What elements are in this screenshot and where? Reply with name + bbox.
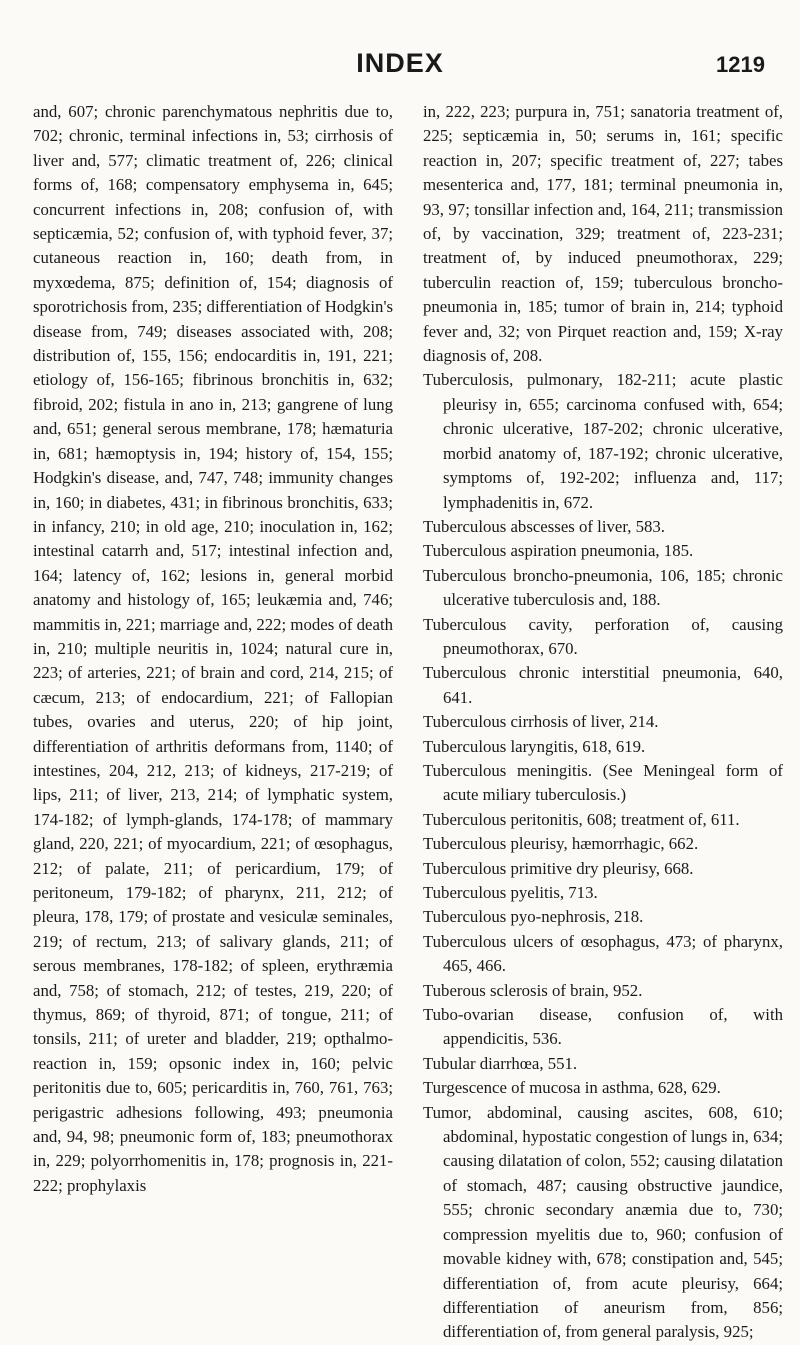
index-entry: Tumor, abdominal, causing ascites, 608, 610; abdominal, hypostatic congestion of lungs in, 634; causing dilatation of colon, 552; causing dilatation of stomach, 487; causing obstructive jaundice, 555; chronic secondary anæmia due to, 730; compression myelitis due to, 960; confusion of movable kidney with, 678; constipation and, 545; differentiation of, from acute pleurisy, 664; differentiation of aneurism from, 856; differentiation of, from general paralysis, 925; [423,1102,783,1342]
index-entry: Tuberculosis, pulmonary, 182-211; acute plastic pleurisy in, 655; carcinoma confused with, 654; chronic ulcerative, 187-202; chronic ulcerative, morbid anatomy of, 187-192; chronic ulcerative, symptoms of, 192-202; influenza and, 117; lymphadenitis in, 672. [423,370,783,512]
index-entry: Tuberculous pleurisy, hæmorrhagic, 662. [423,834,699,854]
index-entry: Tuberculous aspiration pneumonia, 185. [423,541,694,561]
page-number: 1219 [716,52,765,77]
index-entry: Tuberculous chronic interstitial pneumonia, 640, 641. [423,663,783,707]
index-entry: Tuberculous abscesses of liver, 583. [423,516,666,536]
index-entry: Tuberculous cavity, perforation of, causing pneumothorax, 670. [423,614,783,658]
index-entry: Tuberculous cirrhosis of liver, 214. [423,712,659,732]
index-entry: Tubo-ovarian disease, confusion of, with appendicitis, 536. [423,1005,783,1049]
index-entry: Tuberculous ulcers of œsophagus, 473; of pharynx, 465, 466. [423,931,783,976]
index-entry: Tuberculous broncho-pneumonia, 106, 185; chronic ulcerative tuberculosis and, 188. [423,565,783,610]
right-column [423,100,783,1345]
index-entry: Tuberculous pyo-nephrosis, 218. [423,907,644,927]
left-column [33,100,393,1345]
index-entry: Turgescence of mucosa in asthma, 628, 629. [423,1078,721,1098]
index-entry: in, 222, 223; purpura in, 751; sanatoria treatment of, 225; septicæmia in, 50; serums in, 161; specific reaction in, 207; specific treatment of, 227; tabes mesenterica and, 177, 181; terminal pneumonia in, 93, 97; tonsillar infection and, 164, 211; transmission of, by vaccination, 329; treatment of, 223-231; treatment of, by induced pneumothorax, 229; tuberculin reaction of, 159; tuberculous broncho-pneumonia in, 185; tumor of brain in, 214; typhoid fever and, 32; von Pirquet reaction and, 159; X-ray diagnosis of, 208. [423,102,783,366]
index-entry: Tuberculous pyelitis, 713. [423,883,598,902]
index-entry: Tuberculous laryngitis, 618, 619. [423,736,646,756]
index-entry: Tuberous sclerosis of brain, 952. [423,980,643,1000]
index-entry: Tuberculous meningitis. (See Meningeal form of acute miliary tuberculosis.) [423,760,783,805]
page-title: INDEX [356,48,444,78]
page-header [0,48,800,88]
index-entry: Tuberculous peritonitis, 608; treatment of, 611. [423,809,740,829]
index-entry: Tuberculous primitive dry pleurisy, 668. [423,858,694,878]
index-entry: and, 607; chronic parenchymatous nephritis due to, 702; chronic, terminal infections in, 53; cirrhosis of liver and, 577; climatic treatment of, 226; clinical forms of, 168; compensatory emphysema in, 645; concurrent infections in, 208; confusion of, with septicæmia, 52; confusion of, with typhoid fever, 37; cutaneous reaction in, 160; death from, in myxœdema, 875; definition of, 154; diagnosis of sporotrichosis from, 235; differentiation of Hodgkin's disease from, 749; diseases associated with, 208; distribution of, 155, 156; endocarditis in, 191, 221; etiology of, 156-165; fibrinous bronchitis in, 632; fibroid, 202; fistula in ano in, 213; gangrene of lung and, 651; general serous membrane, 178; hæmaturia in, 681; hæmoptysis in, 194; history of, 154, 155; Hodgkin's disease, and, 747, 748; immunity changes in, 160; in diabetes, 431; in fibrinous bronchitis, 633; in infancy, 210; in old age, 210; inoculation in, 162; intestinal catarrh and, 517; intestinal infection and, 164; latency of, 162; lesions in, general morbid anatomy and histology of, 165; leukæmia and, 746; mammitis in, 221; marriage and, 222; modes of death in, 210; multiple neuritis in, 1024; natural cure in, 223; of arteries, 221; of brain and cord, 214, 215; of cæcum, 213; of endocardium, 221; of Fallopian tubes, ovaries and uterus, 220; of hip joint, differentiation of arthritis deformans from, 1140; of intestines, 204, 212, 213; of kidneys, 217-219; of lips, 211; of liver, 213, 214; of lymphatic system, 174-182; of lymph-glands, 174-178; of mammary gland, 220, 221; of myocardium, 221; of œsophagus, 212; of palate, 211; of pericardium, 179; of peritoneum, 179-182; of pharynx, 211, 212; of pleura, 178, 179; of prostate and vesiculæ seminales, 219; of rectum, 213; of salivary glands, 211; of serous membranes, 178-182; of spleen, erythræmia and, 758; of stomach, 212; of testes, 219, 220; of thymus, 869; of thyroid, 871; of tongue, 211; of tonsils, 211; of ureter and bladder, 219; opthalmo-reaction in, 159; opsonic index in, 160; pelvic peritonitis due to, 605; pericarditis in, 760, 761, 763; perigastric adhesions following, 493; pneumonia and, 94, 98; pneumonic form of, 183; pneumothorax in, 229; polyorrhomenitis in, 178; prognosis in, 221-222; prophylaxis [33,102,393,1195]
index-entry: Tubular diarrhœa, 551. [423,1053,578,1073]
index-columns [33,100,783,1345]
